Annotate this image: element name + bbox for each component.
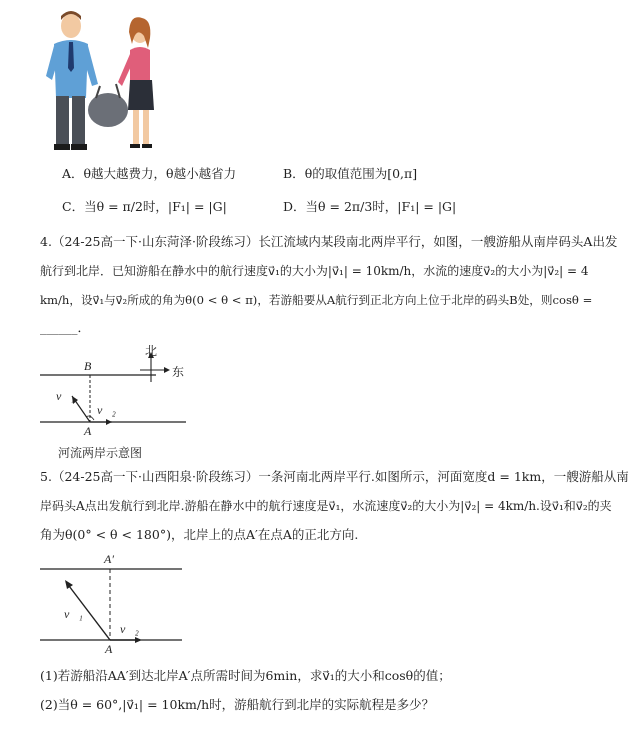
q4-label-v2: v⃗₂ xyxy=(97,403,116,417)
q5-label-a: A xyxy=(105,642,113,656)
compass-north-label: 北 xyxy=(145,344,158,358)
option-c: C．当θ = π/2时，|F₁| = |G| xyxy=(62,199,227,214)
question-5-line-1: 5.（24-25高一下·山西阳泉·阶段练习）一条河南北两岸平行.如图所示，河面宽度d = 1km，一艘游船从南 xyxy=(40,469,629,484)
q4-figure-caption: 河流两岸示意图 xyxy=(58,446,143,460)
option-b: B．θ的取值范围为[0,π] xyxy=(283,166,418,181)
q5-label-v2: v⃗₂ xyxy=(120,622,139,636)
question-5-line-2: 岸码头A点出发航行到北岸.游船在静水中的航行速度是v⃗₁，水流速度v⃗₂的大小为|v⃗₂| = 4km/h.设v⃗₁和v⃗₂的夹 xyxy=(40,499,612,513)
question-4-line-1: 4.（24-25高一下·山东菏泽·阶段练习）长江流域内某段南北两岸平行，如图，一艘游船从南岸码头A出发 xyxy=(40,234,618,249)
man-woman-carrying-bag-icon xyxy=(36,6,166,156)
q4-label-a: A xyxy=(84,424,92,438)
q4-label-b: B xyxy=(84,359,92,373)
option-a: A．θ越大越费力，θ越小越省力 xyxy=(62,166,237,181)
compass-east-label: 东 xyxy=(172,365,185,379)
question-4-line-2: 航行到北岸．已知游船在静水中的航行速度v⃗₁的大小为|v⃗₁| = 10km/h，水流的速度v⃗₂的大小为|v⃗₂| = 4 xyxy=(40,264,589,278)
question-5-sub-1: (1)若游船沿AA′到达北岸A′点所需时间为6min，求v⃗₁的大小和cosθ的值； xyxy=(40,668,451,683)
question-5-figure xyxy=(36,552,186,652)
question-5-line-3: 角为θ(0° < θ < 180°)，北岸上的点A′在点A的正北方向. xyxy=(40,527,359,542)
question-4-line-4: ______． xyxy=(40,320,91,335)
q4-label-v1: v⃗₁ xyxy=(56,389,75,403)
q5-label-v1: v⃗₁ xyxy=(64,607,83,621)
option-d: D．当θ = 2π/3时，|F₁| = |G| xyxy=(283,199,457,214)
q5-label-a-prime: A′ xyxy=(104,552,114,566)
question-4-figure xyxy=(36,340,206,425)
question-5-sub-2: (2)当θ = 60°,|v⃗₁| = 10km/h时，游船航行到北岸的实际航程是多少？ xyxy=(40,697,435,712)
illustration xyxy=(36,6,166,156)
question-4-line-3: km/h，设v⃗₁与v⃗₂所成的角为θ(0 < θ < π)，若游船要从A航行到正北方向上位于北岸的码头B处，则cosθ = xyxy=(40,293,593,307)
